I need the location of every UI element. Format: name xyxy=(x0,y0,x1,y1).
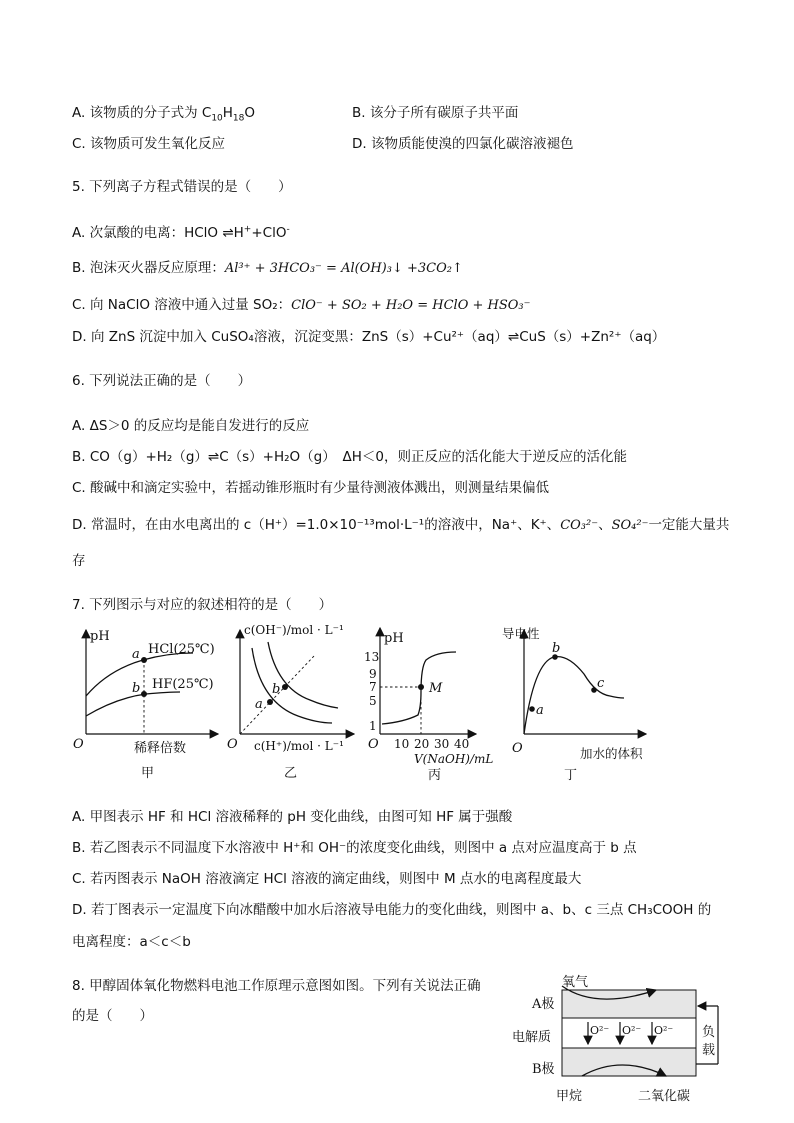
q6-option-d-cont: 存 xyxy=(72,553,86,569)
fc-o2-1: O²⁻ xyxy=(590,1024,610,1037)
jia-hcl-label: HCl(25℃) xyxy=(148,642,215,657)
q5-option-c: C. 向 NaClO 溶液中通入过量 SO₂：ClO⁻ + SO₂ + H₂O = HClO + HSO₃⁻ xyxy=(72,297,531,313)
ding-point-c: c xyxy=(597,676,605,691)
fc-o2-3: O²⁻ xyxy=(654,1024,674,1037)
q6-stem: 6. 下列说法正确的是（ ） xyxy=(72,373,252,389)
q4-option-c: C. 该物质可发生氧化反应 xyxy=(72,136,226,152)
figure-jia xyxy=(68,622,228,784)
bing-tick-x30: 30 xyxy=(434,737,450,751)
fc-oxygen: 氧气 xyxy=(562,975,589,990)
q8-stem-cont: 的是（ ） xyxy=(72,1008,153,1024)
bing-origin: O xyxy=(368,737,379,752)
figure-bing xyxy=(364,622,512,784)
yi-point-a: a xyxy=(255,697,263,712)
jia-point-a: a xyxy=(132,647,140,662)
ding-x-label: 加水的体积 xyxy=(580,746,643,761)
jia-hf-label: HF(25℃) xyxy=(152,677,214,692)
jia-caption: 甲 xyxy=(141,766,155,781)
bing-tick-5: 5 xyxy=(369,694,377,708)
q5-stem: 5. 下列离子方程式错误的是（ ） xyxy=(72,179,292,195)
fc-load-2: 载 xyxy=(702,1043,716,1058)
q7-option-b: B. 若乙图表示不同温度下水溶液中 H⁺和 OH⁻的浓度变化曲线，则图中 a 点对应温度高于 b 点 xyxy=(72,840,637,856)
q5-c-equation: ClO⁻ + SO₂ + H₂O = HClO + HSO₃⁻ xyxy=(291,298,531,313)
q4-option-d: D. 该物质能使溴的四氯化碳溶液褪色 xyxy=(352,136,574,152)
q7-option-a: A. 甲图表示 HF 和 HCl 溶液稀释的 pH 变化曲线，由图可知 HF 属于强酸 xyxy=(72,809,513,825)
q6-option-b: B. CO（g）+H₂（g）⇌C（s）+H₂O（g） ΔH＜0，则正反应的活化能大于逆反应的活化能 xyxy=(72,449,627,465)
q7-stem: 7. 下列图示与对应的叙述相符的是（ ） xyxy=(72,597,333,613)
fc-pole-a: A极 xyxy=(532,997,555,1012)
yi-origin: O xyxy=(227,737,238,752)
fc-co2: 二氧化碳 xyxy=(638,1089,691,1104)
figure-yi xyxy=(222,622,362,784)
bing-tick-9: 9 xyxy=(369,667,377,681)
q6-option-c: C. 酸碱中和滴定实验中，若摇动锥形瓶时有少量待测液体溅出，则测量结果偏低 xyxy=(72,480,550,496)
bing-tick-x10: 10 xyxy=(394,737,410,751)
jia-point-b: b xyxy=(132,681,141,696)
ding-caption: 丁 xyxy=(564,768,578,783)
q8-stem: 8. 甲醇固体氧化物燃料电池工作原理示意图如图。下列有关说法正确 xyxy=(72,978,481,994)
fc-electrolyte: 电解质 xyxy=(512,1030,552,1045)
q5-option-d: D. 向 ZnS 沉淀中加入 CuSO₄溶液，沉淀变黑：ZnS（s）+Cu²⁺（aq）⇌CuS（s）+Zn²⁺（aq） xyxy=(72,329,666,345)
q5-option-b: B. 泡沫灭火器反应原理：Al³⁺ + 3HCO₃⁻ = Al(OH)₃↓ +3CO₂↑ xyxy=(72,260,463,276)
figure-ding xyxy=(502,622,656,784)
fc-o2-2: O²⁻ xyxy=(622,1024,642,1037)
fc-load-1: 负 xyxy=(702,1025,716,1040)
bing-tick-x20: 20 xyxy=(414,737,430,751)
jia-y-label: pH xyxy=(90,629,110,644)
ding-y-label: 导电性 xyxy=(502,626,540,641)
fc-pole-b: B极 xyxy=(532,1062,555,1077)
ding-point-b: b xyxy=(552,641,561,656)
bing-tick-1: 1 xyxy=(369,719,377,733)
q4-option-b: B. 该分子所有碳原子共平面 xyxy=(352,105,519,121)
q6-option-a: A. ΔS＞0 的反应均是能自发进行的反应 xyxy=(72,418,310,434)
q7-option-d: D. 若丁图表示一定温度下向冰醋酸中加水后溶液导电能力的变化曲线，则图中 a、b、c 三点 CH₃COOH 的 xyxy=(72,902,712,918)
q4-option-a: A. 该物质的分子式为 $C_{10}H_{18}O$ xyxy=(72,105,256,124)
fc-methane: 甲烷 xyxy=(556,1089,583,1104)
ding-origin: O xyxy=(512,741,523,756)
bing-point-m: M xyxy=(429,681,443,696)
jia-x-label: 稀释倍数 xyxy=(134,741,187,756)
q7-option-c: C. 若丙图表示 NaOH 溶液滴定 HCl 溶液的滴定曲线，则图中 M 点水的电离程度最大 xyxy=(72,871,582,887)
q5-b-equation: Al³⁺ + 3HCO₃⁻ = Al(OH)₃↓ +3CO₂↑ xyxy=(224,261,463,276)
jia-origin: O xyxy=(73,737,84,752)
fuel-cell-figure xyxy=(506,968,746,1118)
yi-caption: 乙 xyxy=(284,766,298,781)
bing-tick-13: 13 xyxy=(364,650,380,664)
q5-option-a: A. 次氯酸的电离：HClO ⇌H++ClO- xyxy=(72,224,290,241)
ding-point-a: a xyxy=(536,703,544,718)
bing-y-label: pH xyxy=(384,631,404,646)
yi-point-b: b xyxy=(272,682,281,697)
q6-option-d: D. 常温时，在由水电离出的 c（H⁺）=1.0×10⁻¹³mol·L⁻¹的溶液中，Na⁺、K⁺、CO₃²⁻、SO₄²⁻一定能大量共 xyxy=(72,517,730,533)
yi-x-label: c(H⁺)/mol · L⁻¹ xyxy=(254,739,344,753)
bing-tick-7: 7 xyxy=(369,680,377,694)
bing-tick-x40: 40 xyxy=(454,737,470,751)
q7-option-d-cont: 电离程度：a＜c＜b xyxy=(72,934,191,950)
bing-caption: 丙 xyxy=(428,768,442,783)
yi-y-label: c(OH⁻)/mol · L⁻¹ xyxy=(244,623,344,637)
bing-x-label: V(NaOH)/mL xyxy=(414,752,494,766)
